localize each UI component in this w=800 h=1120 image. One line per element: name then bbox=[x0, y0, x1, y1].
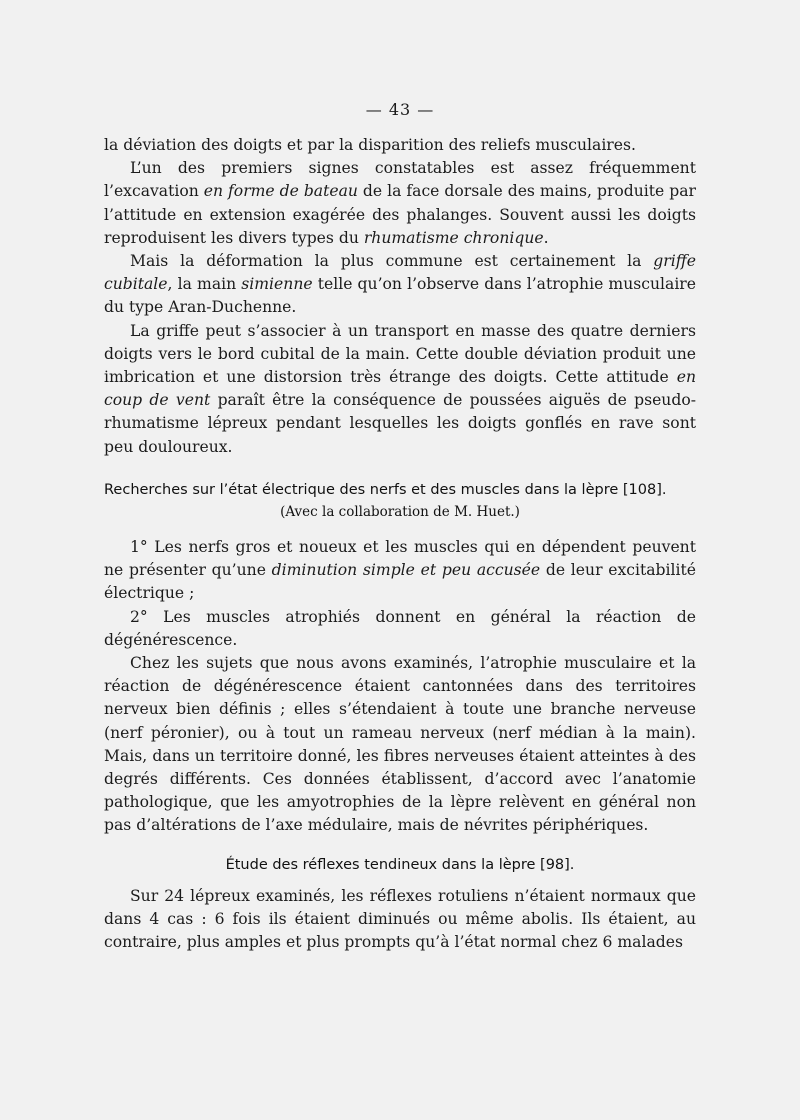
paragraph: 2° Les muscles atrophiés donnent en général la réaction de dégénérescence. bbox=[104, 607, 696, 649]
paragraph: La griffe peut s’associer à un transport en masse des quatre derniers doigts vers le bord cubital de la main. Cette double déviation produit une imbrication et une distorsion très étrange des doigts. Cette attitude en coup de vent paraît être la conséquence de poussées aiguës de pseudo-rhumatisme lépreux pendant lesquelles les doigts gonflés en rave sont peu douloureux. bbox=[104, 321, 696, 456]
text-block-reflexes bbox=[104, 885, 696, 955]
paragraph: la déviation des doigts et par la disparition des reliefs musculaires. bbox=[104, 136, 636, 154]
section-heading-note: (Avec la collaboration de M. Huet.) bbox=[280, 504, 520, 520]
section-heading-tendon-reflexes: Étude des réflexes tendineux dans la lèpre [98]. bbox=[225, 857, 575, 873]
page-number: — 43 — bbox=[365, 100, 435, 119]
paragraph: Mais la déformation la plus commune est certainement la griffe cubitale, la main simienne telle qu’on l’observe dans l’atrophie musculaire du type Aran-Duchenne. bbox=[104, 252, 696, 317]
text-block-electrical-findings bbox=[104, 536, 696, 838]
paragraph: 1° Les nerfs gros et noueux et les muscles qui en dépendent peuvent ne présenter qu’une diminution simple et peu accusée de leur excitabilité électrique ; bbox=[104, 538, 696, 603]
text-block-hand-deformities bbox=[104, 134, 696, 459]
paragraph: Sur 24 lépreux examinés, les réflexes rotuliens n’étaient normaux que dans 4 cas : 6 fois ils étaient diminués ou même abolis. Ils étaient, au contraire, plus amples et plus prompts qu’à l’état normal chez 6 malades bbox=[104, 887, 696, 952]
paragraph: L’un des premiers signes constatables est assez fréquemment l’excavation en forme de bateau de la face dorsale des mains, produite par l’attitude en extension exagérée des phalanges. Souvent aussi les doigts reproduisent les divers types du rhumatisme chronique. bbox=[104, 159, 696, 247]
section-heading-electrical-state: Recherches sur l’état électrique des nerfs et des muscles dans la lèpre [108]. bbox=[104, 482, 667, 498]
paragraph: Chez les sujets que nous avons examinés, l’atrophie musculaire et la réaction de dégénérescence étaient cantonnées dans des territoires nerveux bien définis ; elles s’étendaient à toute une branche nerveuse (nerf péronier), ou à tout un rameau nerveux (nerf médian à la main). Mais, dans un territoire donné, les fibres nerveuses étaient atteintes à des degrés différents. Ces données établissent, d’accord avec l’anatomie pathologique, que les amyotrophies de la lèpre relèvent en général non pas d’altérations de l’axe médulaire, mais de névrites périphériques. bbox=[104, 654, 696, 835]
